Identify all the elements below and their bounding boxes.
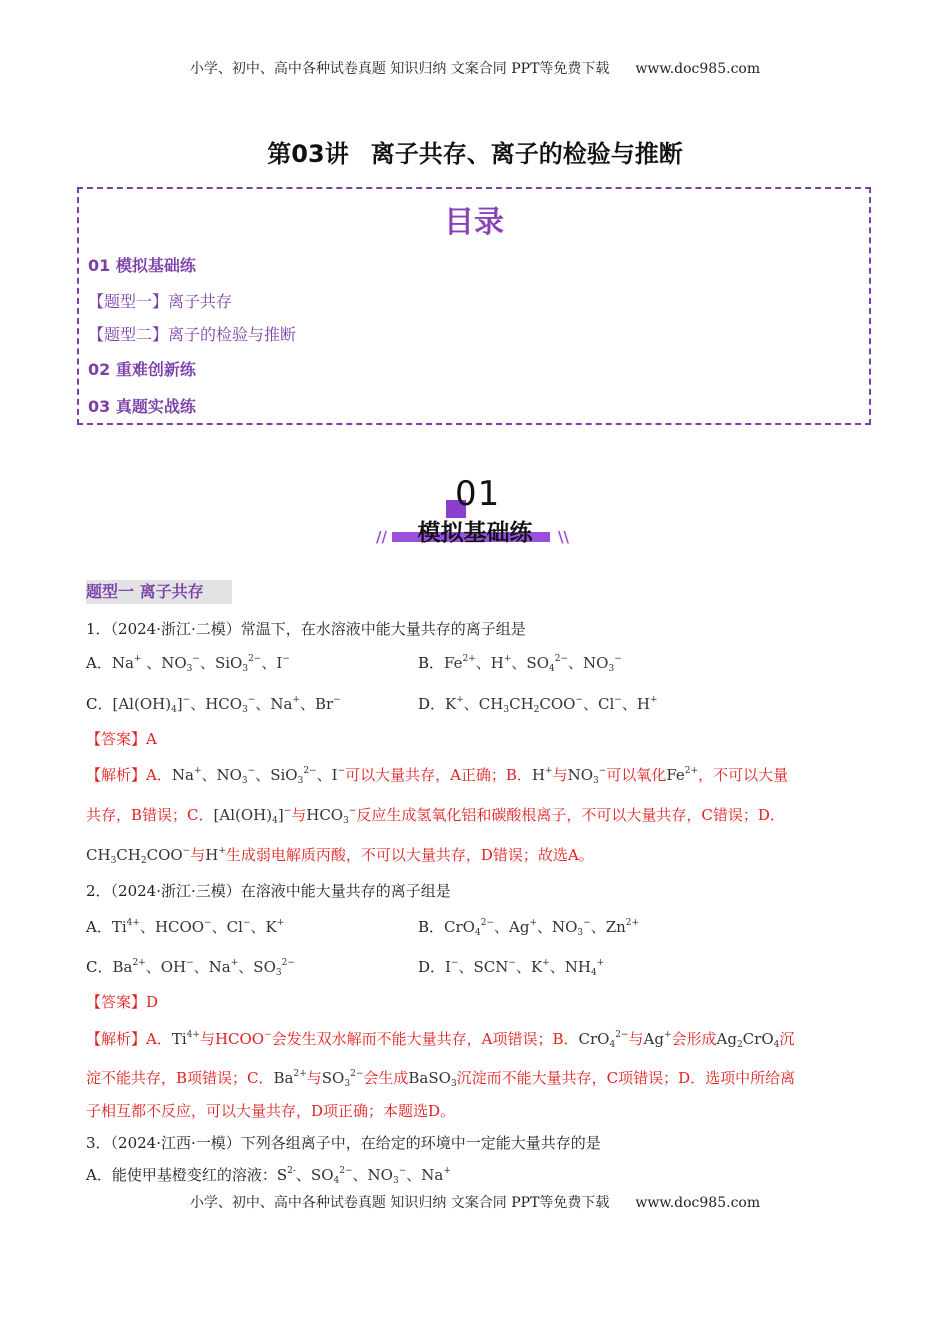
toc-item[interactable]: 03 真题实战练 (88, 397, 196, 416)
option-d: D．I−、SCN−、K+、$NH_4^+$ (418, 958, 605, 978)
header-url[interactable]: www.doc985.com (635, 61, 761, 77)
analysis-line: $CH_3CH_2COO^-$与H+生成弱电解质丙酸，不可以大量共存，D错误；故选A。 (86, 846, 594, 866)
footer-url[interactable]: www.doc985.com (635, 1195, 761, 1211)
option-c: C．$Ba^{2+}$、OH−、Na+、$SO_3^{2-}$ (86, 958, 295, 978)
title-topic: 离子共存、离子的检验与推断 (370, 140, 683, 168)
analysis-line: 共存，B错误；C．$[Al(OH)_4]^-$与$HCO_3^-$反应生成氢氧化铝和碳酸根离子，不可以大量共存，C错误；D． (86, 806, 785, 826)
toc-heading: 目录 (444, 205, 504, 240)
analysis-line: 【解析】A．Na+、$NO_3^-$、SiO$_3^{2-}$、I−可以大量共存，A正确；B．H+与$NO_3^-$可以氧化$Fe^{2+}$，不可以大量 (86, 766, 789, 786)
toc-item[interactable]: 【题型一】离子共存 (88, 292, 233, 311)
option-b: B．$Fe^{2+}$、H+、$SO_4^{2-}$、$NO_3^-$ (418, 654, 622, 674)
analysis-line: 子相互都不反应，可以大量共存，D项正确；本题选D。 (86, 1102, 456, 1120)
table-of-contents (77, 187, 871, 425)
page-title (0, 134, 950, 169)
header-text: 小学、初中、高中各种试卷真题 知识归纳 文案合同 PPT等免费下载 (189, 61, 610, 77)
page-header (0, 58, 950, 78)
toc-item[interactable]: 【题型二】离子的检验与推断 (88, 325, 297, 344)
section-label: 模拟基础练 (417, 520, 533, 546)
question-stem: 1．（2024·浙江·二模）常温下，在水溶液中能大量共存的离子组是 (86, 620, 526, 638)
slash-decor-right: \\ (558, 528, 569, 546)
slash-decor-left: // (376, 528, 387, 546)
option-a: A．能使甲基橙变红的溶液：$S^{2-}$、$SO_4^{2-}$、$NO_3^-$、Na+ (86, 1166, 451, 1186)
type-heading: 题型一 离子共存 (86, 580, 232, 604)
option-a: A．$Ti^{4+}$、HCOO−、Cl−、K+ (86, 918, 285, 936)
analysis-line: 【解析】A．$Ti^{4+}$与HCOO−会发生双水解而不能大量共存，A项错误；B．CrO$_4^{2-}$与Ag+会形成$Ag_2CrO_4$沉 (86, 1030, 795, 1050)
footer-text: 小学、初中、高中各种试卷真题 知识归纳 文案合同 PPT等免费下载 (189, 1195, 610, 1211)
toc-item[interactable]: 01 模拟基础练 (88, 256, 196, 275)
option-d: D．K+、$CH_3CH_2COO^-$、Cl−、H+ (418, 695, 658, 715)
option-a: A．Na+ 、$NO_3^-$、SiO$_3^{2-}$、I− (86, 654, 290, 674)
question-stem: 3．（2024·江西·一模）下列各组离子中，在给定的环境中一定能大量共存的是 (86, 1134, 601, 1152)
section-banner (0, 470, 950, 560)
question-stem: 2．（2024·浙江·三模）在溶液中能大量共存的离子组是 (86, 882, 451, 900)
option-b: B．CrO$_4^{2-}$、Ag+、$NO_3^-$、$Zn^{2+}$ (418, 918, 640, 938)
option-c: C．$[Al(OH)_4]^-$、$HCO_3^-$、Na+、Br− (86, 695, 341, 715)
answer: 【答案】A (86, 730, 157, 748)
page-footer (0, 1192, 950, 1212)
analysis-line: 淀不能共存，B项错误；C．$Ba^{2+}$与$SO_3^{2-}$会生成BaSO$_3$沉淀而不能大量共存，C项错误；D．选项中所给离 (86, 1069, 796, 1089)
title-lecture: 第03讲 (267, 140, 349, 168)
section-number: 01 (455, 474, 501, 514)
toc-item[interactable]: 02 重难创新练 (88, 360, 196, 379)
answer: 【答案】D (86, 993, 159, 1011)
